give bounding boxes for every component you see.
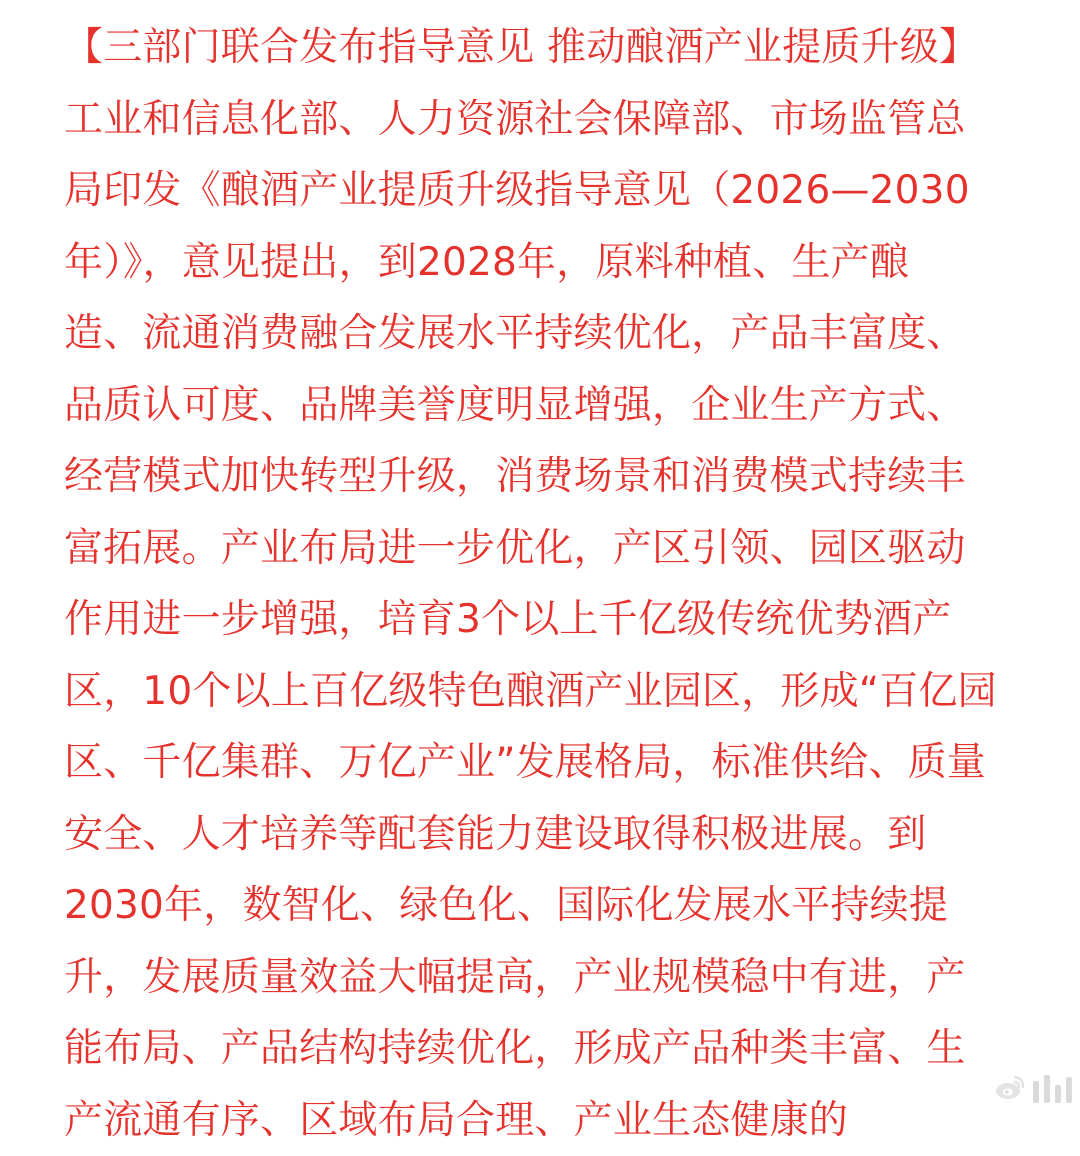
weibo-logo-icon: [993, 1071, 1027, 1105]
watermark-mark: [1055, 1085, 1061, 1103]
article-line: 安全、人才培养等配套能力建设取得积极进展。到: [64, 799, 1054, 871]
watermark: [993, 1066, 1072, 1110]
article-line: 造、流通消费融合发展水平持续优化，产品丰富度、: [64, 298, 1054, 370]
article-line: 能布局、产品结构持续优化，形成产品种类丰富、生: [64, 1013, 1054, 1085]
article-line: 区、千亿集群、万亿产业”发展格局，标准供给、质量: [64, 727, 1054, 799]
watermark-mark: [1066, 1077, 1072, 1103]
article-line: 富拓展。产业布局进一步优化，产区引领、园区驱动: [64, 513, 1054, 585]
article-line: 工业和信息化部、人力资源社会保障部、市场监管总: [64, 84, 1054, 156]
article-line: 局印发《酿酒产业提质升级指导意见（2026—2030: [64, 155, 1054, 227]
watermark-marks: [1033, 1073, 1072, 1103]
article-line: 2030年，数智化、绿色化、国际化发展水平持续提: [64, 870, 1054, 942]
article-headline: 【三部门联合发布指导意见 推动酿酒产业提质升级】: [64, 12, 1054, 84]
article-line: 升，发展质量效益大幅提高，产业规模稳中有进，产: [64, 942, 1054, 1014]
article-line: 品质认可度、品牌美誉度明显增强，企业生产方式、: [64, 370, 1054, 442]
article-line: 作用进一步增强，培育3个以上千亿级传统优势酒产: [64, 584, 1054, 656]
article-line: 经营模式加快转型升级，消费场景和消费模式持续丰: [64, 441, 1054, 513]
watermark-mark: [1033, 1081, 1039, 1103]
article-line: 产流通有序、区域布局合理、产业生态健康的: [64, 1085, 1054, 1156]
article: [64, 12, 1054, 1156]
article-line: 区，10个以上百亿级特色酿酒产业园区，形成“百亿园: [64, 656, 1054, 728]
watermark-mark: [1044, 1075, 1050, 1103]
article-line: 年）》，意见提出，到2028年，原料种植、生产酿: [64, 227, 1054, 299]
